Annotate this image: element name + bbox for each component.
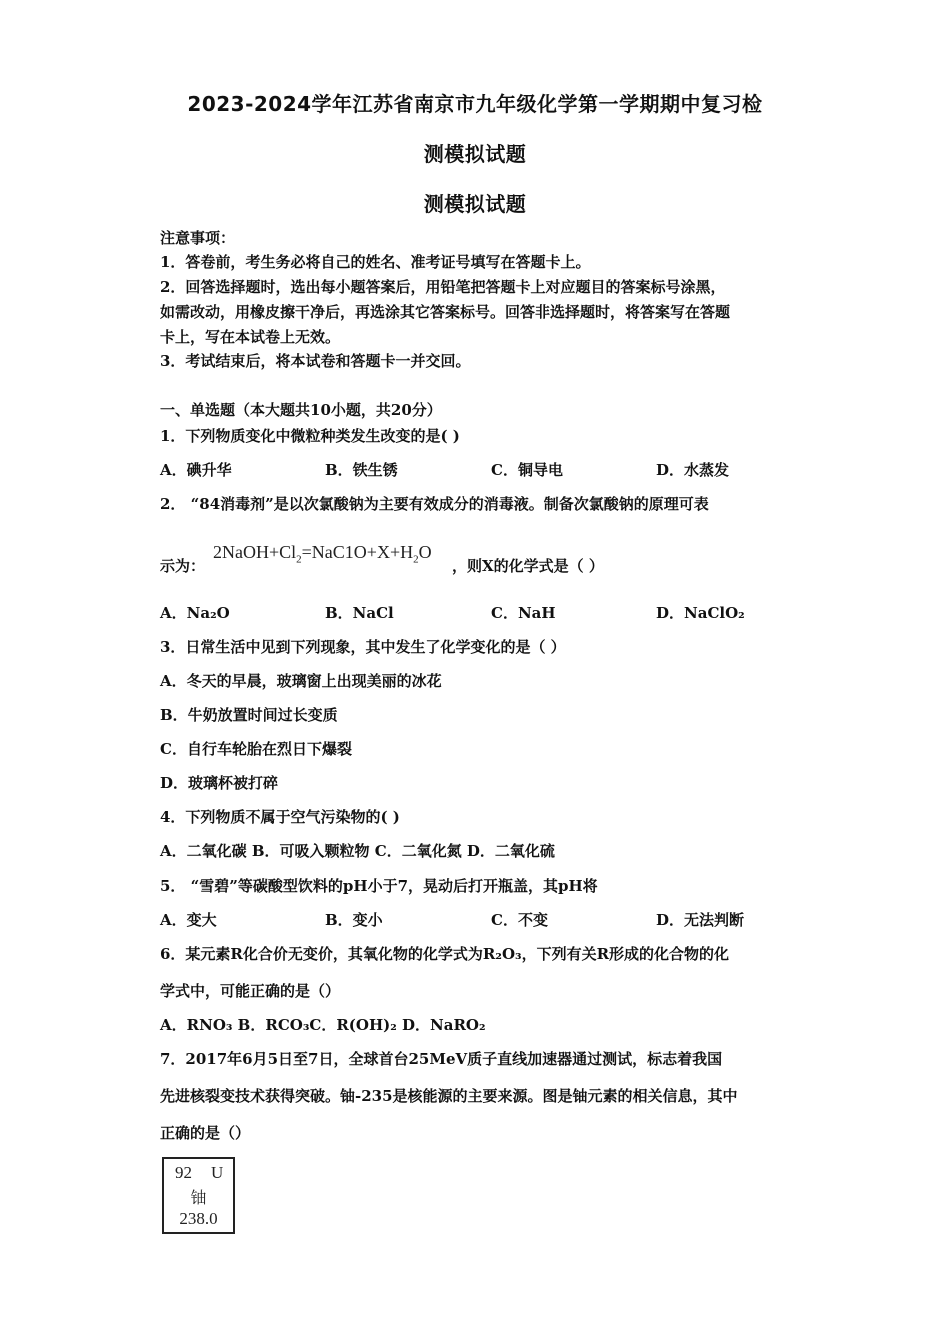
question-6-stem: 6．某元素R化合价无变价，其氧化物的化学式为R₂O₃，下列有关R形成的化合物的化 xyxy=(160,945,730,963)
question-2-stem: 2． “84消毒剂”是以次氯酸钠为主要有效成分的消毒液。制备次氯酸钠的原理可表 xyxy=(160,495,709,513)
q5-option-a: A．变大 xyxy=(160,911,217,929)
q4-options: A．二氧化碳 B．可吸入颗粒物 C．二氧化氮 D．二氧化硫 xyxy=(160,842,555,860)
q5-option-d: D．无法判断 xyxy=(656,911,745,929)
q2-prefix: 示为： xyxy=(160,557,206,575)
q3-option-d: D．玻璃杯被打碎 xyxy=(160,774,279,792)
question-7-stem-cont: 先进核裂变技术获得突破。铀-235是核能源的主要来源。图是铀元素的相关信息，其中 xyxy=(160,1087,738,1105)
element-symbol: U xyxy=(211,1163,224,1182)
notice-item-2-end: 卡上，写在本试卷上无效。 xyxy=(160,328,341,346)
element-name: 铀 xyxy=(190,1188,207,1207)
atomic-mass: 238.0 xyxy=(179,1209,218,1228)
q5-option-b: B．变小 xyxy=(325,911,383,929)
q5-option-c: C．不变 xyxy=(491,911,548,929)
q1-option-b: B．铁生锈 xyxy=(325,461,398,479)
q3-option-a: A．冬天的早晨，玻璃窗上出现美丽的冰花 xyxy=(160,672,442,690)
q1-option-c: C．铜导电 xyxy=(491,461,563,479)
notice-item-1: 1．答卷前，考生务必将自己的姓名、准考证号填写在答题卡上。 xyxy=(160,253,591,271)
page-title-line2: 测模拟试题 xyxy=(423,142,527,166)
q2-option-a: A．Na₂O xyxy=(160,604,230,622)
q2-suffix: ，则X的化学式是（ ） xyxy=(452,557,604,575)
notice-item-3: 3．考试结束后，将本试卷和答题卡一并交回。 xyxy=(160,352,471,370)
question-5-stem: 5． “雪碧”等碳酸型饮料的pH小于7，晃动后打开瓶盖，其pH将 xyxy=(160,877,598,895)
atomic-number: 92 xyxy=(175,1163,192,1182)
question-1-stem: 1．下列物质变化中微粒种类发生改变的是( ) xyxy=(160,427,460,445)
q2-formula: $2NaOH+Cl_2=NaC1O+X+H_2O$ xyxy=(213,542,432,566)
notice-item-2: 2．回答选择题时，选出每小题答案后，用铅笔把答题卡上对应题目的答案标号涂黑， xyxy=(160,278,726,296)
page-title: 2023-2024学年江苏省南京市九年级化学第一学期期中复习检 xyxy=(187,92,763,116)
q1-option-a: A．碘升华 xyxy=(160,461,232,479)
notice-item-2-cont: 如需改动，用橡皮擦干净后，再选涂其它答案标号。回答非选择题时，将答案写在答题 xyxy=(160,303,731,321)
question-4-stem: 4．下列物质不属于空气污染物的( ) xyxy=(160,808,400,826)
page-subtitle: 测模拟试题 xyxy=(423,192,527,216)
q6-options: A．RNO₃ B．RCO₃C．R(OH)₂ D．NaRO₂ xyxy=(160,1016,486,1034)
q3-option-c: C．自行车轮胎在烈日下爆裂 xyxy=(160,740,352,758)
q2-option-c: C．NaH xyxy=(491,604,556,622)
q2-option-d: D．NaClO₂ xyxy=(656,604,745,622)
question-3-stem: 3．日常生活中见到下列现象，其中发生了化学变化的是（ ） xyxy=(160,638,566,656)
question-6-stem-cont: 学式中，可能正确的是（） xyxy=(160,982,341,1000)
uranium-element-card xyxy=(162,1157,235,1234)
q3-option-b: B．牛奶放置时间过长变质 xyxy=(160,706,338,724)
q2-option-b: B．NaCl xyxy=(325,604,394,622)
question-7-stem: 7．2017年6月5日至7日，全球首台25MeV质子直线加速器通过测试，标志着我国 xyxy=(160,1050,723,1068)
question-7-stem-end: 正确的是（） xyxy=(160,1124,251,1142)
q1-option-d: D．水蒸发 xyxy=(656,461,730,479)
notice-heading: 注意事项： xyxy=(160,229,236,247)
section-heading: 一、单选题（本大题共10小题，共20分） xyxy=(160,401,442,419)
